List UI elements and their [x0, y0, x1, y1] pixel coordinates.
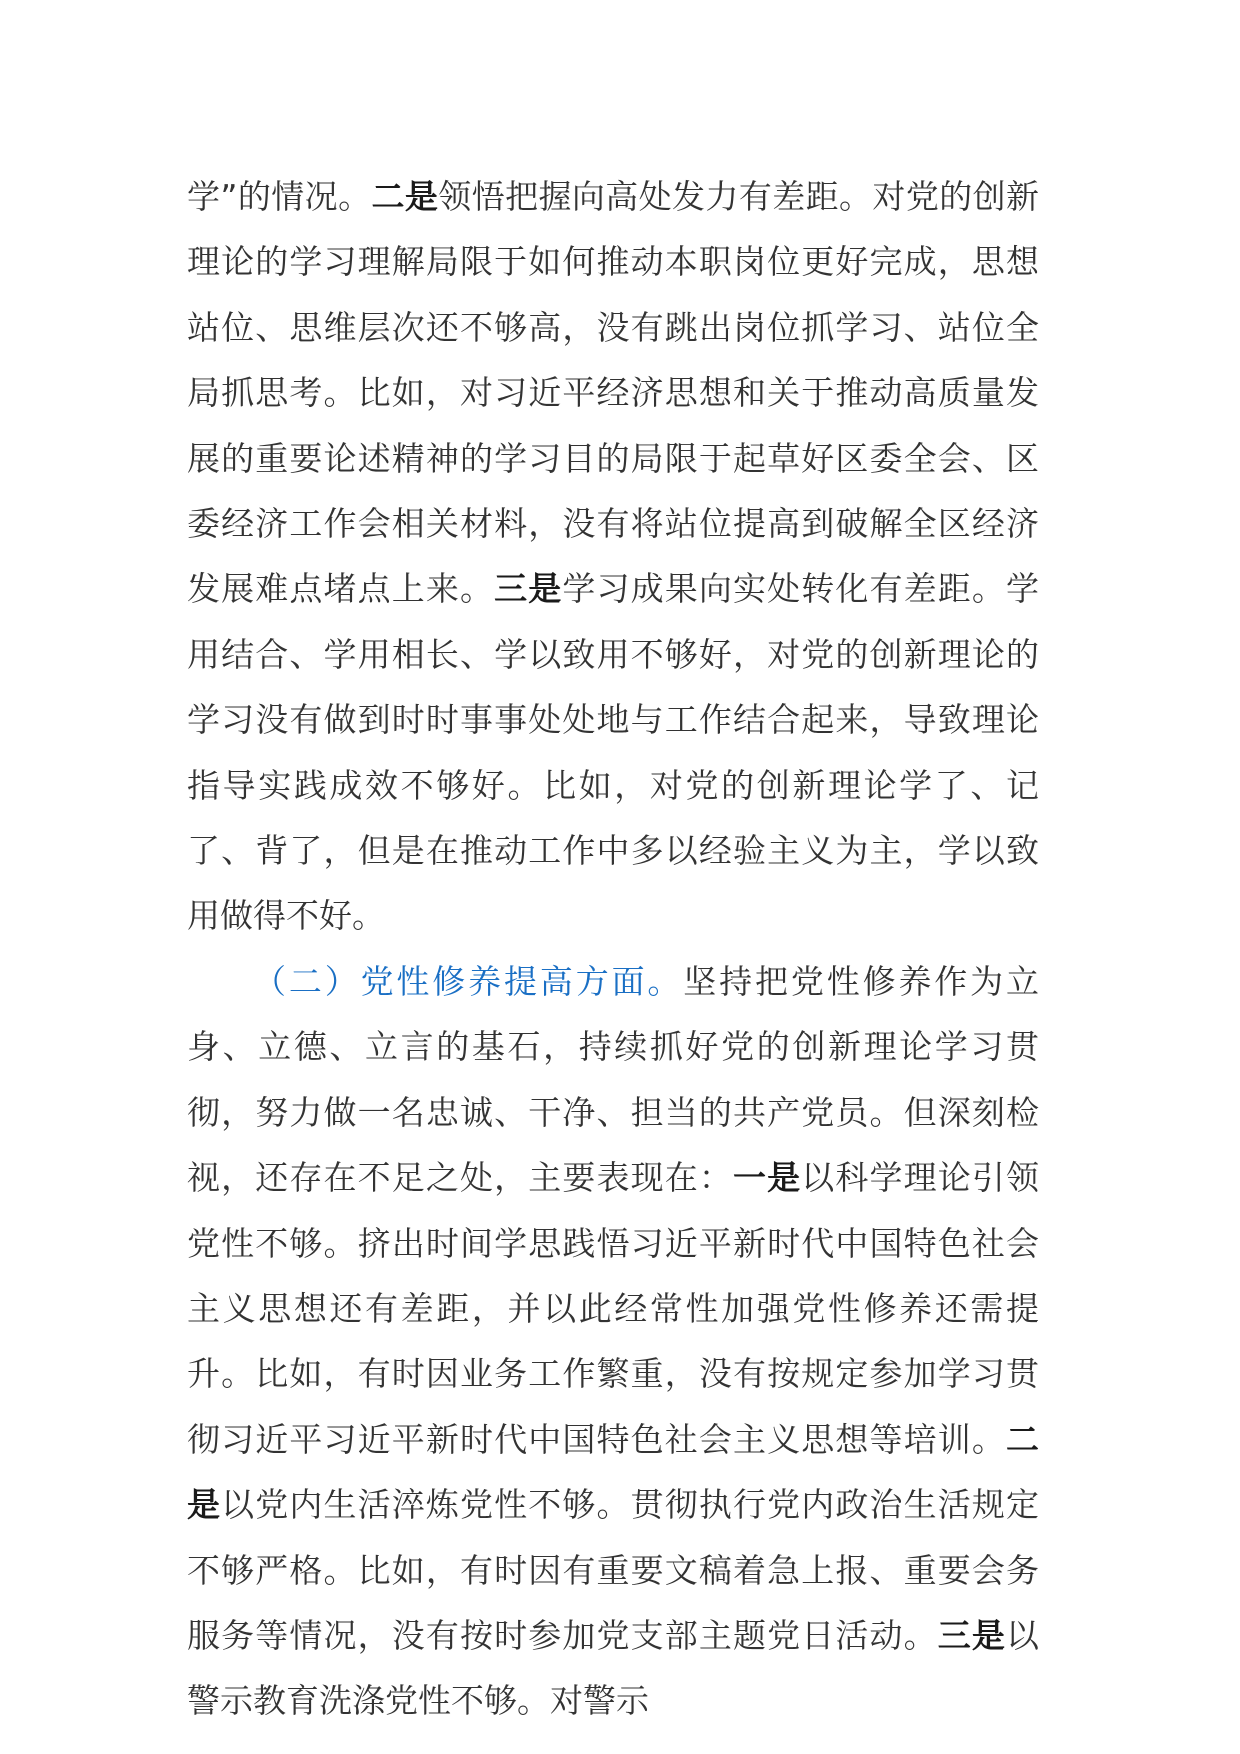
bold-marker-first: 一是 [733, 1158, 802, 1198]
text-run: 坚持把党性修养作为立身、立德、立言的基石，持续抓好党的创新理论学习贯彻，努力做一名忠诚、干净、担当的共产党员。但深刻检视，还存在不足之处，主要表现在： [187, 961, 1040, 1198]
bold-marker-third: 三是 [937, 1615, 1006, 1655]
text-run: 以警示教育洗涤党性不够。对警示 [187, 1615, 1039, 1721]
text-run: 以科学理论引领党性不够。挤出时间学思践悟习近平新时代中国特色社会主义思想还有差距，并以此经常性加强党性修养还需提升。比如，有时因业务工作繁重，没有按规定参加学习贯彻习近平习近平新时代中国特色社会主义思想等培训。 [187, 1158, 1039, 1459]
text-run: 以党内生活淬炼党性不够。贯彻执行党内政治生活规定不够严格。比如，有时因有重要文稿着急上报、重要会务服务等情况，没有按时参加党支部主题党日活动。 [187, 1485, 1039, 1655]
paragraph-party-spirit [187, 949, 1039, 1734]
text-run: 学习成果向实处转化有差距。学用结合、学用相长、学以致用不够好，对党的创新理论的学习没有做到时时事事处处地与工作结合起来，导致理论指导实践成效不够好。比如，对党的创新理论学了、记了、背了，但是在推动工作中多以经验主义为主，学以致用做得不好。 [187, 569, 1039, 936]
text-run: 学”的情况。 [187, 177, 372, 216]
bold-marker-second: 二是 [371, 177, 439, 216]
bold-marker-second: 二是 [187, 1419, 1039, 1525]
paragraph-study-gaps [187, 164, 1039, 949]
text-run: 领悟把握向高处发力有差距。对党的创新理论的学习理解局限于如何推动本职岗位更好完成，思想站位、思维层次还不够高，没有跳出岗位抓学习、站位全局抓思考。比如，对习近平经济思想和关于推动高质量发展的重要论述精神的学习目的局限于起草好区委全会、区委经济工作会相关材料，没有将站位提高到破解全区经济发展难点堵点上来。 [187, 177, 1040, 609]
section-heading: （二）党性修养提高方面。 [253, 961, 684, 1001]
document-body [187, 164, 1039, 1734]
bold-marker-third: 三是 [494, 569, 563, 609]
